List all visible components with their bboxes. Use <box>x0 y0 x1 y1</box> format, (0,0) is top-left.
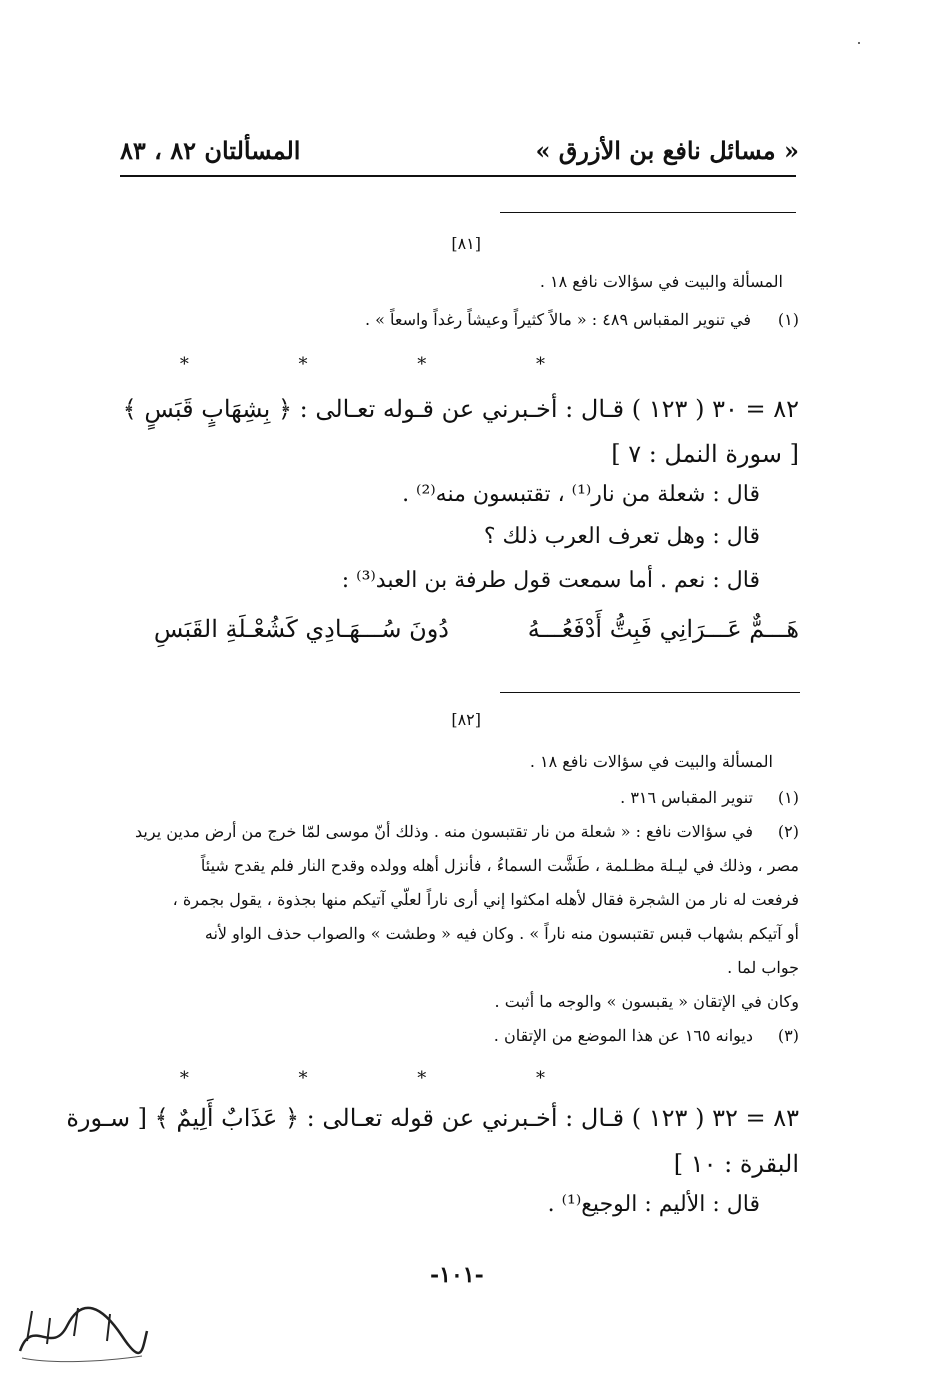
answer-83-1: قال : الأليم : الوجيع⁽¹⁾ . <box>547 1192 760 1217</box>
answer-82-1: قال : شعلة من نار⁽¹⁾ ، تقتبسون منه⁽²⁾ . <box>402 482 760 507</box>
footnote-text-line: مصر ، وذلك في ليـلة مظـلمة ، طَشَّت السماءُ ، فأنزل أهله وولده وقدح النار فلم يقدح شيئاً <box>200 856 799 875</box>
footnote-text-line: جواب لما . <box>727 958 799 977</box>
footnote-text-line: في سؤالات نافع : « شعلة من نار تقتبسون منه . وذلك أنّ موسى لمّا خرج من أرض مدين يريد <box>135 822 753 841</box>
header-book-title: « مسائل نافع بن الأزرق » <box>535 136 799 165</box>
footnote-text-line: وكان في الإتقان « يقبسون » والوجه ما أثبت . <box>494 992 799 1011</box>
question-83-line2: البقرة : ١٠ ] <box>673 1150 799 1178</box>
footnote-number: (٣) <box>777 1026 799 1045</box>
section-separator: * * * * <box>179 354 597 375</box>
footnote-text: تنوير المقباس ٣١٦ . <box>620 788 753 807</box>
footnote-text: في تنوير المقباس ٤٨٩ : « مالاً كثيراً وعيشاً رغداً واسعاً » . <box>364 310 751 329</box>
footnote-number: (١) <box>777 310 799 329</box>
scan-speck <box>858 42 860 44</box>
footnote-text-line: فرفعت له نار من الشجرة فقال لأهله امكثوا إني أرى ناراً لعلّي آتيكم منها بجذوة ، يقول بجمرة ، <box>172 890 799 909</box>
section-separator: * * * * <box>179 1068 597 1089</box>
footnote-text-line: أو آتيكم بشهاب قبس تقتبسون منه ناراً » . وكان فيه « وطشت » والصواب حذف الواو لأنه <box>204 924 799 943</box>
header-rule <box>120 175 796 177</box>
footnote-rule <box>500 692 800 693</box>
footnote-rule <box>500 212 796 213</box>
question-82-line2: [ سورة النمل : ٧ ] <box>611 440 799 468</box>
header-section: المسألتان ٨٢ ، ٨٣ <box>120 136 301 165</box>
publisher-stamp-logo <box>12 1296 152 1366</box>
footnote-number: (١) <box>777 788 799 807</box>
footnote-intro: المسألة والبيت في سؤالات نافع ١٨ . <box>529 752 773 771</box>
page-number: -١٠١- <box>430 1262 484 1288</box>
verse-first-hemistich: هَـــمٌّ عَـــرَانِي فَبِتُّ أَدْفَعُـــهُ <box>527 615 799 643</box>
answer-82-3: قال : نعم . أما سمعت قول طرفة بن العبد⁽³⁾ : <box>341 568 760 593</box>
question-83-line1: ٨٣ = ٣٢ ( ١٢٣ ) قـال : أخـبرني عن قوله تعـالى : ﴿ عَذَابٌ أَلِيمٌ ﴾ [ سـورة <box>66 1104 799 1132</box>
footnote-number: (٢) <box>777 822 799 841</box>
footnote-block-label: [٨١] <box>451 234 481 253</box>
verse-second-hemistich: دُونَ سُـــهَـادِي كَشُعْـلَةِ القَبَسِ <box>153 615 449 643</box>
answer-82-2: قال : وهل تعرف العرب ذلك ؟ <box>483 524 760 549</box>
footnote-text: ديوانه ١٦٥ عن هذا الموضع من الإتقان . <box>493 1026 753 1045</box>
question-82-line1: ٨٢ = ٣٠ ( ١٢٣ ) قـال : أخـبرني عن قـوله تعـالى : ﴿ بِشِهَابٍ قَبَسٍ ﴾ <box>122 395 799 423</box>
footnote-block-label: [٨٢] <box>451 710 481 729</box>
footnote-intro: المسألة والبيت في سؤالات نافع ١٨ . <box>539 272 783 291</box>
